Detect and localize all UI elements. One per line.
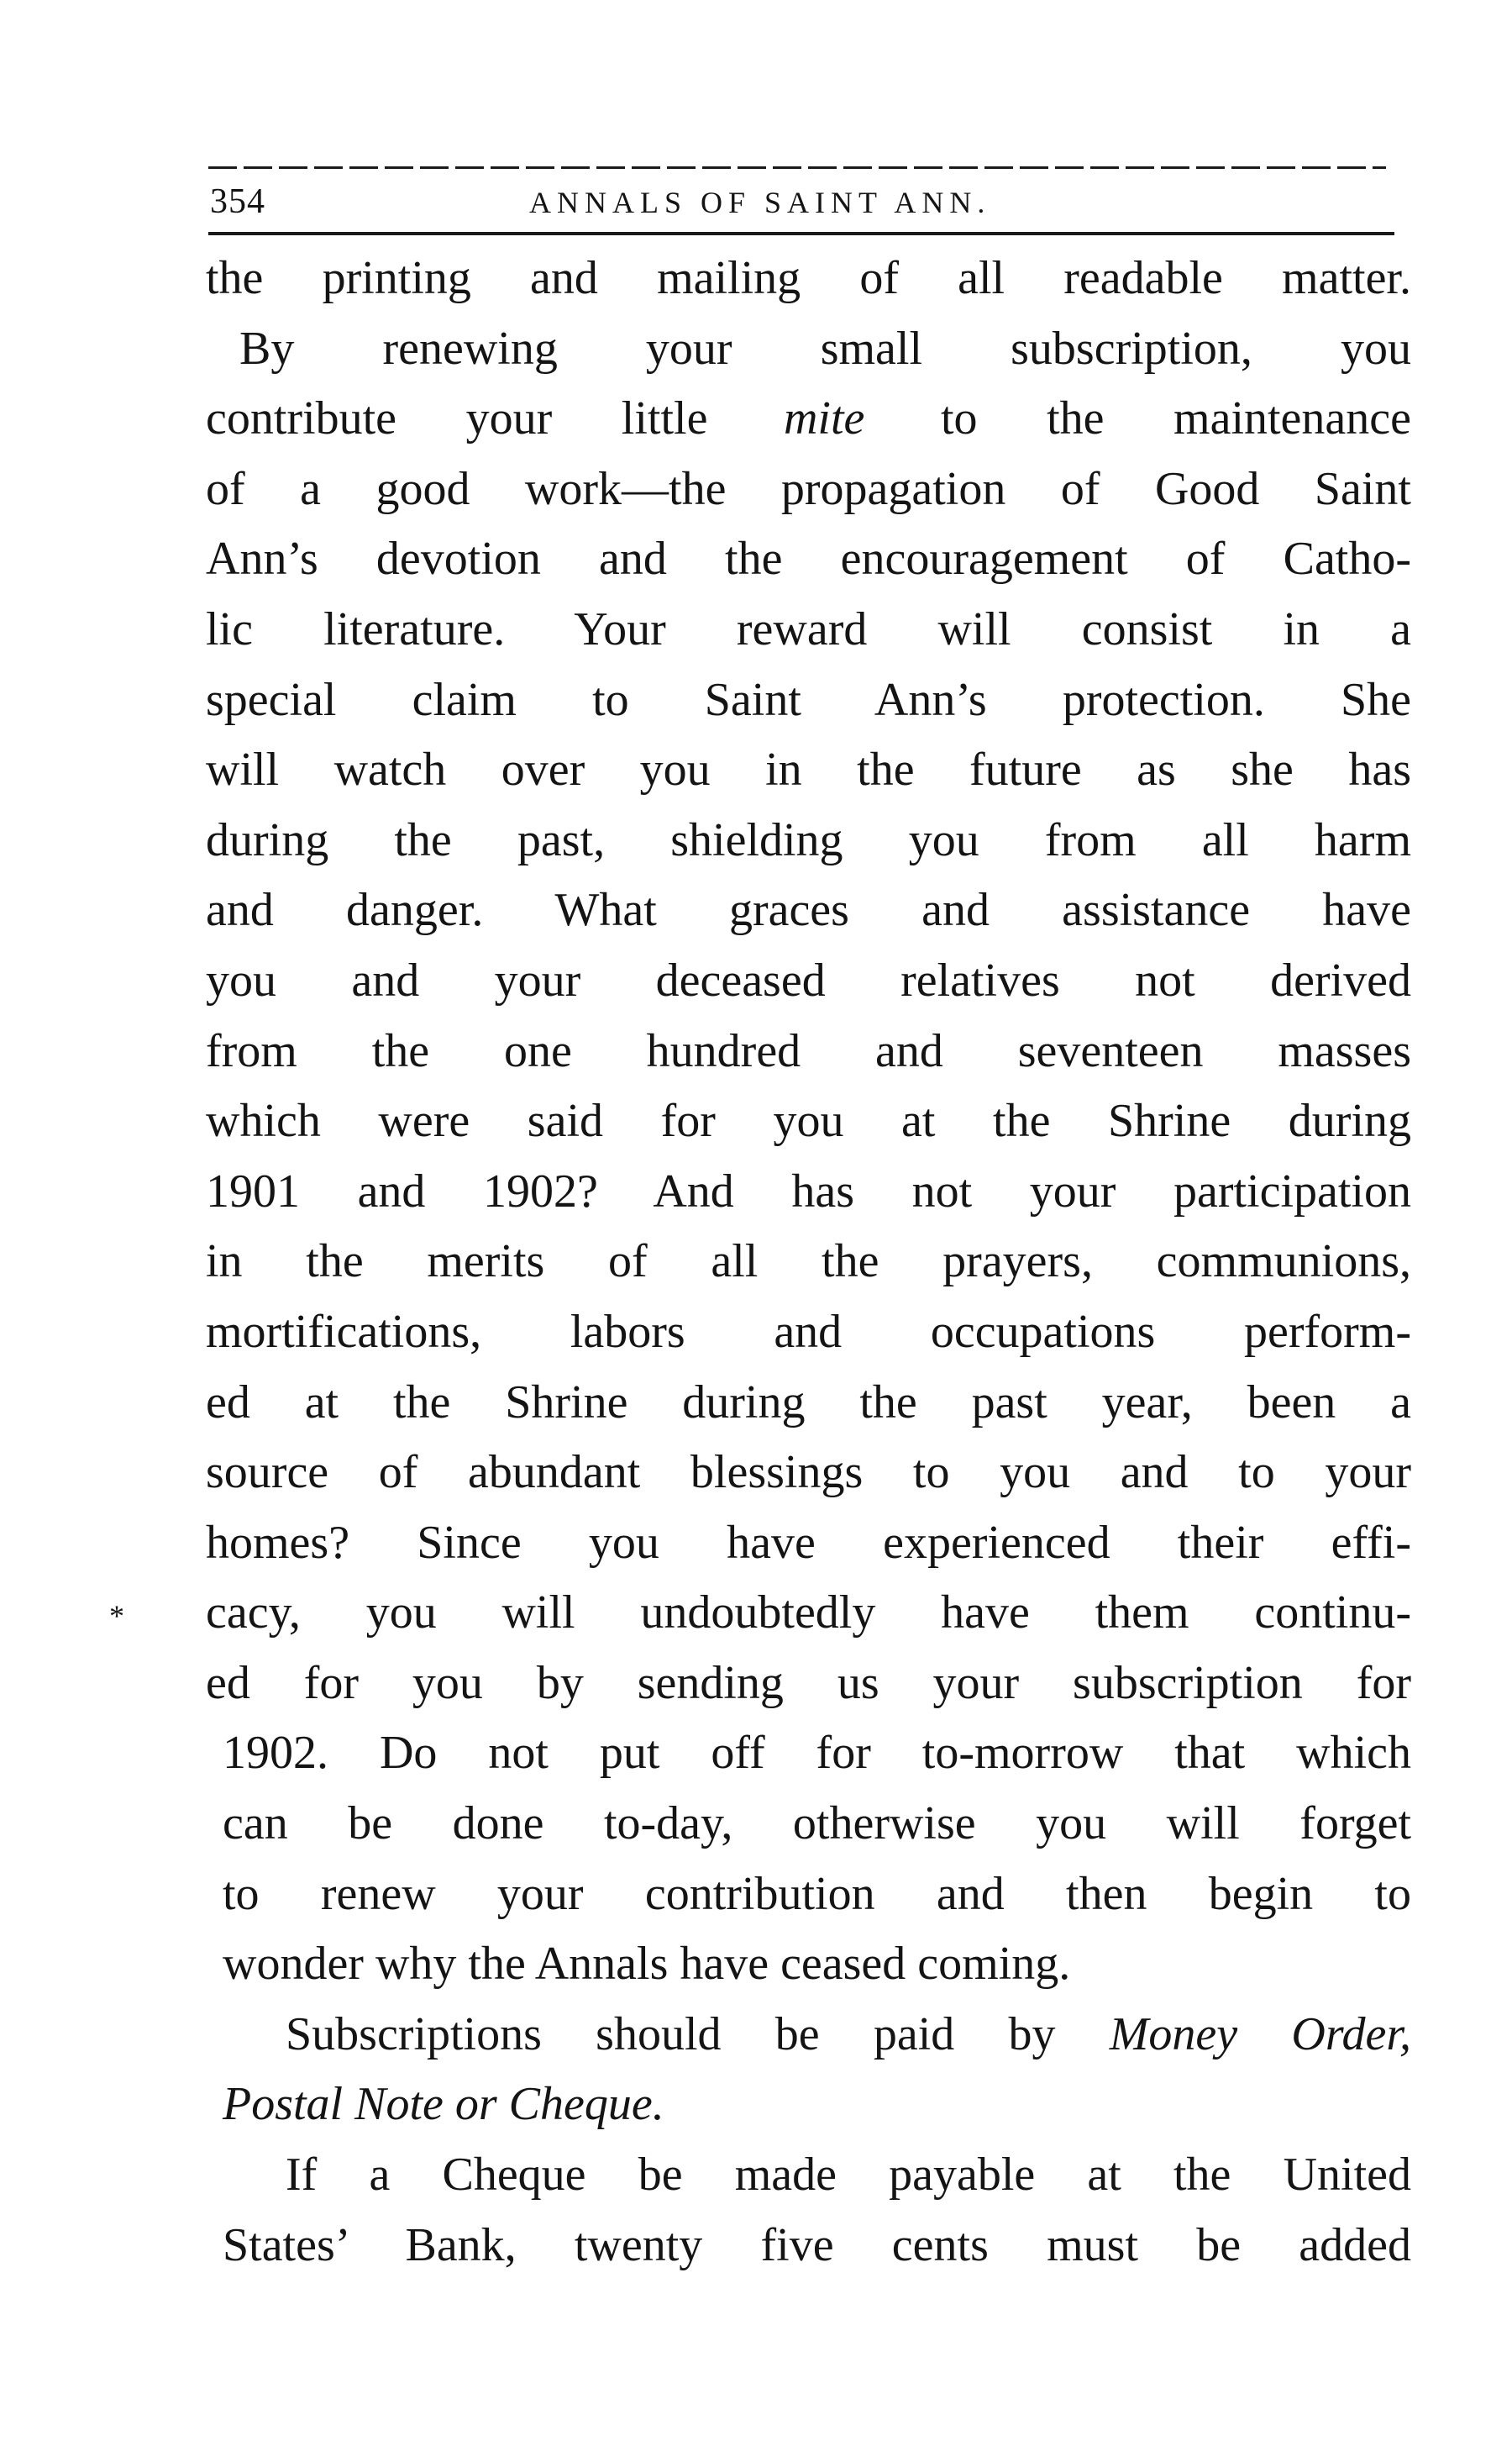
body-text <box>206 244 1411 2281</box>
text-fragment: Subscriptions should be paid by <box>286 2007 1110 2060</box>
header-bottom-rule <box>208 232 1394 235</box>
text-line: the printing and mailing of all readable matter. <box>206 252 1411 304</box>
paragraph-2 <box>206 2000 1411 2140</box>
text-line: source of abundant blessings to you and to your <box>206 1446 1411 1499</box>
text-line: 1902. Do not put off for to-morrow that which <box>223 1727 1411 1780</box>
italic-word: mite <box>783 392 865 445</box>
text-fragment: to the maintenance <box>871 392 1411 445</box>
text-fragment: contribute your little <box>206 392 777 445</box>
text-line <box>206 2000 1411 2070</box>
text-line: States’ Bank, twenty five cents must be added <box>223 2218 1411 2271</box>
text-line: you and your deceased relatives not derived <box>206 954 1411 1007</box>
running-head: ANNALS OF SAINT ANN. <box>529 186 991 219</box>
text-line: in the merits of all the prayers, communions, <box>206 1235 1411 1288</box>
margin-mark: * <box>109 1599 124 1633</box>
text-line: to renew your contribution and then begin to <box>223 1867 1411 1920</box>
text-line: Ann’s devotion and the encouragement of Catho- <box>206 533 1411 586</box>
text-line: By renewing your small subscription, you <box>239 322 1411 375</box>
text-line: wonder why the Annals have ceased coming. <box>223 1938 1071 1991</box>
text-line: which were said for you at the Shrine during <box>206 1095 1411 1148</box>
text-line: Postal Note or Cheque. <box>223 2078 664 2131</box>
paragraph-3 <box>206 2140 1411 2281</box>
text-line: If a Cheque be made payable at the United <box>286 2149 1411 2202</box>
text-line: from the one hundred and seventeen masses <box>206 1024 1411 1077</box>
page-number: 354 <box>210 182 265 221</box>
text-line: will watch over you in the future as she has <box>206 744 1411 797</box>
text-line: lic literature. Your reward will consist in a <box>206 602 1411 655</box>
text-line: during the past, shielding you from all harm <box>206 813 1411 866</box>
text-line: 1901 and 1902? And has not your participation <box>206 1165 1411 1218</box>
text-line: ed at the Shrine during the past year, been a <box>206 1376 1411 1428</box>
paragraph-1 <box>206 244 1411 2000</box>
text-line: of a good work—the propagation of Good Saint <box>206 462 1411 515</box>
text-line: ed for you by sending us your subscription for <box>206 1656 1411 1709</box>
text-line: homes? Since you have experienced their effi- <box>206 1516 1411 1569</box>
italic-phrase: Money Order, <box>1109 2007 1411 2060</box>
text-line: can be done to-day, otherwise you will forget <box>223 1797 1411 1850</box>
text-line <box>206 384 1411 455</box>
text-line: mortifications, labors and occupations perform- <box>206 1305 1411 1358</box>
header-top-rule <box>208 166 1386 169</box>
text-line: cacy, you will undoubtedly have them continu- <box>206 1586 1411 1639</box>
text-line: and danger. What graces and assistance have <box>206 884 1411 937</box>
text-line: special claim to Saint Ann’s protection. She <box>206 673 1411 726</box>
